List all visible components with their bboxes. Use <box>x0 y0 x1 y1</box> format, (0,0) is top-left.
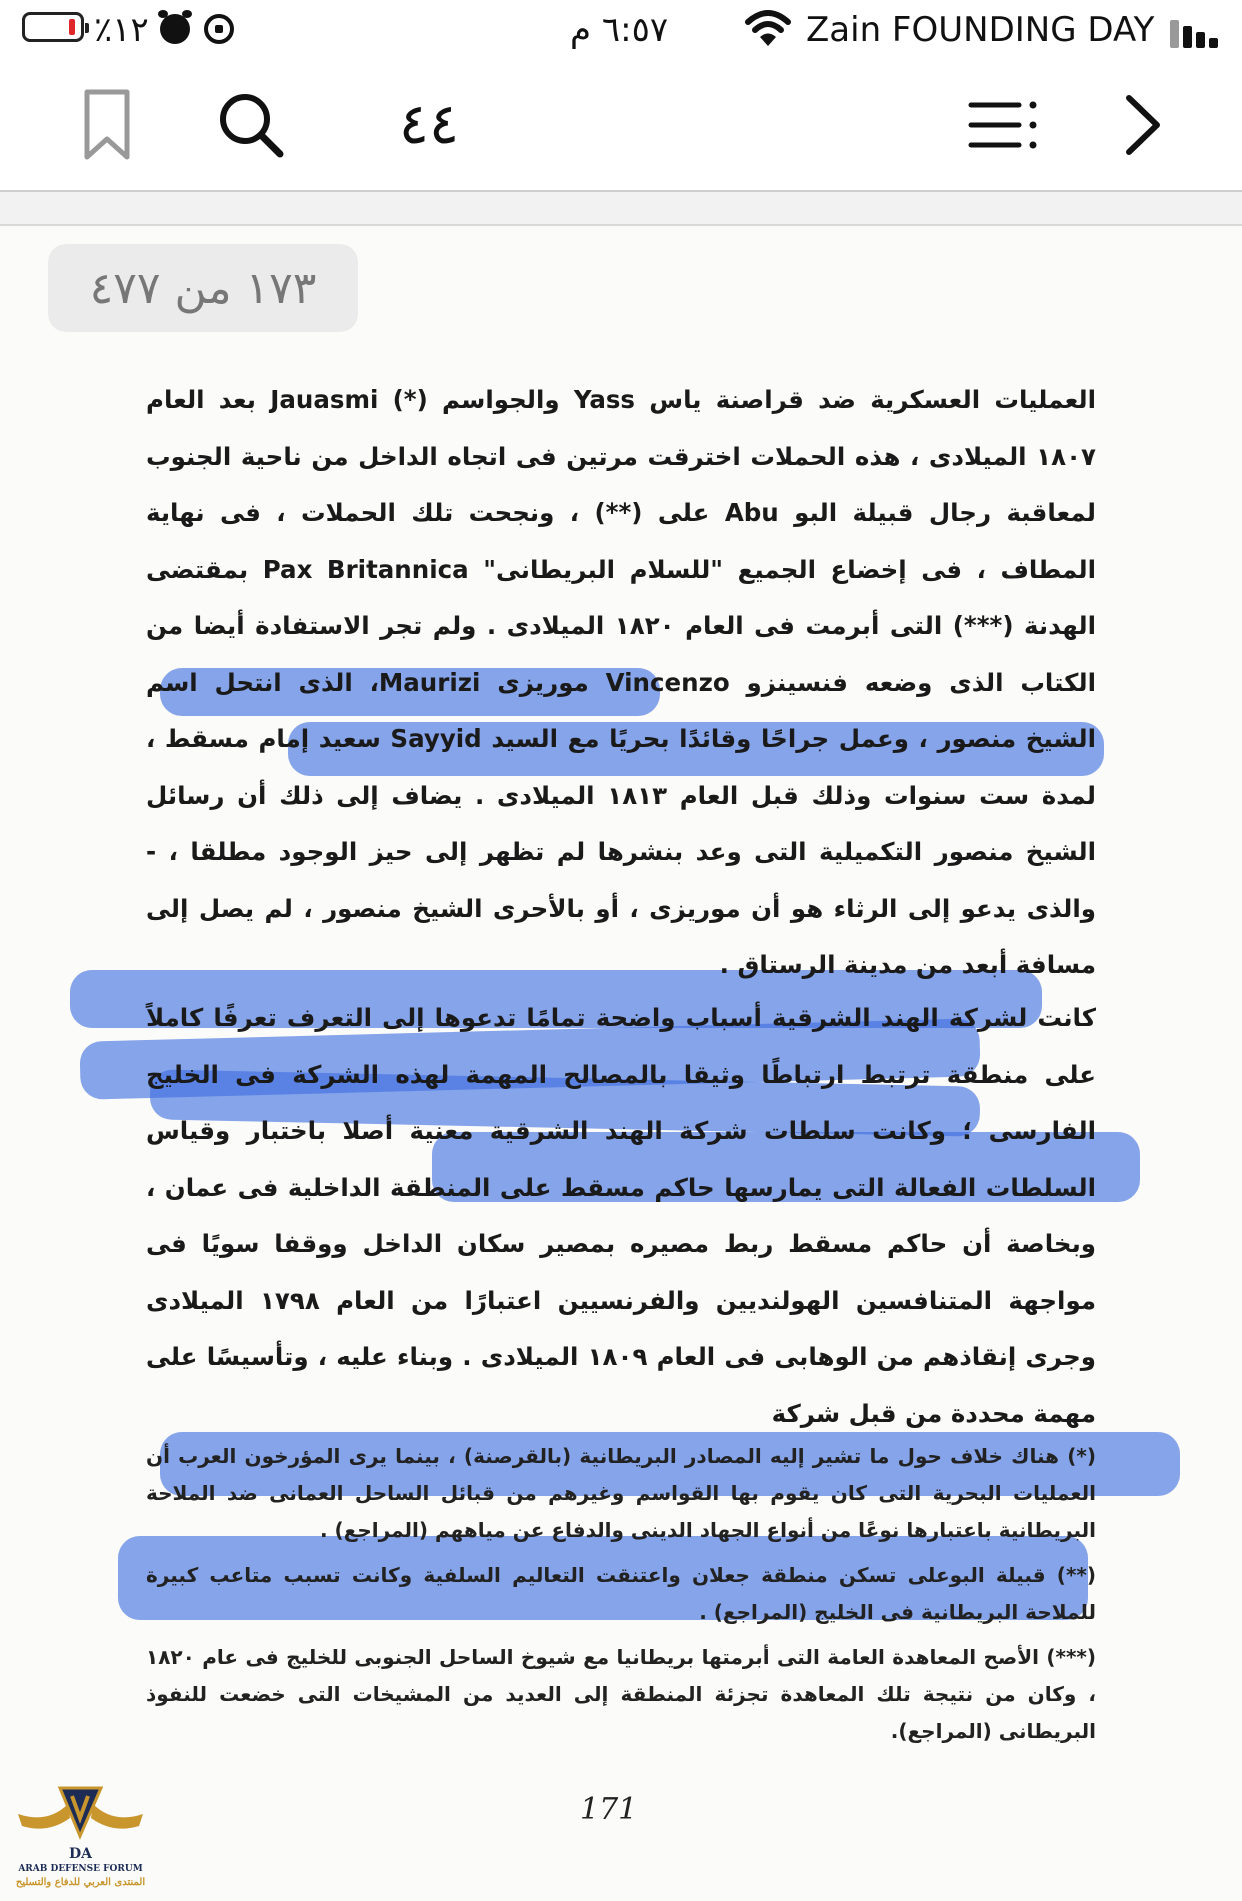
footnotes <box>146 1438 1096 1758</box>
reader-toolbar <box>0 62 1242 192</box>
battery-icon <box>22 12 84 42</box>
shield-wings-icon <box>8 1784 153 1852</box>
status-bar <box>0 0 1242 62</box>
bookmark-icon <box>82 87 132 163</box>
book-page[interactable] <box>0 224 1242 1901</box>
battery-percent: ٪١٢ <box>94 10 149 50</box>
search-icon <box>216 90 286 160</box>
logo-letters: DA <box>68 1846 92 1862</box>
orientation-lock-icon <box>204 14 234 44</box>
signal-icon <box>1170 14 1228 48</box>
body-paragraph-1: العمليات العسكرية ضد قراصنة ياس Yass والجواسم (*) Jauasmi بعد العام ١٨٠٧ الميلادى ، هذه الحملات اخترقت مرتين فى اتجاه الداخل من ناحية الجنوب لمعاقبة رجال قبيلة البو Abu على (**) ، ونجحت تلك الحملات ، فى نهاية المطاف ، فى إخضاع الجميع "للسلام البريطانى" Pax Britannica بمقتضى الهدنة (***) التى أبرمت فى العام ١٨٢٠ الميلادى . ولم تجر الاستفادة أيضا من الكتاب الذى وضعه فنسينزو Vincenzo موريزى Maurizi، الذى انتحل اسم الشيخ منصور ، وعمل جراحًا وقائدًا بحريًا مع السيد Sayyid سعيد إمام مسقط ، لمدة ست سنوات وذلك قبل العام ١٨١٣ الميلادى . يضاف إلى ذلك أن رسائل الشيخ منصور التكميلية التى وعد بنشرها لم تظهر إلى حيز الوجود مطلقا ، - والذى يدعو إلى الرثاء هو أن موريزى ، أو بالأحرى الشيخ منصور ، لم يصل إلى مسافة أبعد من مدينة الرستاق . <box>146 385 1097 979</box>
chevron-right-icon <box>1121 92 1165 158</box>
status-time: ٦:٥٧ م <box>570 10 669 50</box>
search-button[interactable] <box>206 80 296 170</box>
carrier-name: Zain FOUNDING DAY <box>806 10 1155 50</box>
logo-arabic-name: المنتدى العربي للدفاع والتسليح <box>15 1877 146 1888</box>
table-of-contents-button[interactable] <box>958 80 1048 170</box>
body-paragraph-2: كانت لشركة الهند الشرقية أسباب واضحة تمامًا تدعوها إلى التعرف تعرفًا كاملاً على منطقة ترتبط ارتباطًا وثيقا بالمصالح المهمة لهذه الشركة فى الخليج الفارسى ؛ وكانت سلطات شركة الهند الشرقية معنية أصلا باختبار وقياس السلطات الفعالة التى يمارسها حاكم مسقط على المنطقة الداخلية فى عمان ، وبخاصة أن حاكم مسقط ربط مصيره بمصير سكان الداخل ووقفا سويًا فى مواجهة المتنافسين الهولنديين والفرنسيين اعتبارًا من العام ١٧٩٨ الميلادى وجرى إنقاذهم من الوهابى فى العام ١٨٠٩ الميلادى . وبناء عليه ، وتأسيسًا على مهمة محددة من قبل شركة <box>146 1003 1096 1428</box>
page-number-label: ٤٤ <box>398 92 460 157</box>
page-number-button[interactable] <box>374 80 484 170</box>
bookmark-button[interactable] <box>62 80 152 170</box>
forum-watermark-logo <box>8 1784 153 1894</box>
page-indicator: ١٧٣ من ٤٧٧ <box>48 244 358 332</box>
wifi-icon <box>744 8 792 48</box>
footnote-1: (*) هناك خلاف حول ما تشير إليه المصادر البريطانية (بالقرصنة) ، بينما يرى المؤرخون العرب أن العمليات البحرية التى كان يقوم بها القواسم وغيرهم من قبائل الساحل العمانى ضد الملاحة البريطانية باعتبارها نوعًا من أنواع الجهاد الدينى والدفاع عن مياههم (المراجع) . <box>146 1444 1096 1542</box>
footnote-3: (***) الأصح المعاهدة العامة التى أبرمتها بريطانيا مع شيوخ الساحل الجنوبى للخليج فى عام ١٨٢٠ ، وكان من نتيجة تلك المعاهدة تجزئة المنطقة إلى العديد من المشيخات التى خضعت للنفوذ البريطانى (المراجع). <box>146 1645 1096 1743</box>
footnote-2: (**) قبيلة البوعلى تسكن منطقة جعلان واعتنقت التعاليم السلفية وكانت تسبب متاعب كبيرة للملاحة البريطانية فى الخليج (المراجع) . <box>146 1563 1096 1624</box>
next-button[interactable] <box>1098 80 1188 170</box>
logo-english-name: ARAB DEFENSE FORUM <box>18 1864 143 1874</box>
table-of-contents-icon <box>967 97 1039 153</box>
alarm-icon <box>160 14 190 44</box>
printed-page-number: 171 <box>580 1792 638 1827</box>
